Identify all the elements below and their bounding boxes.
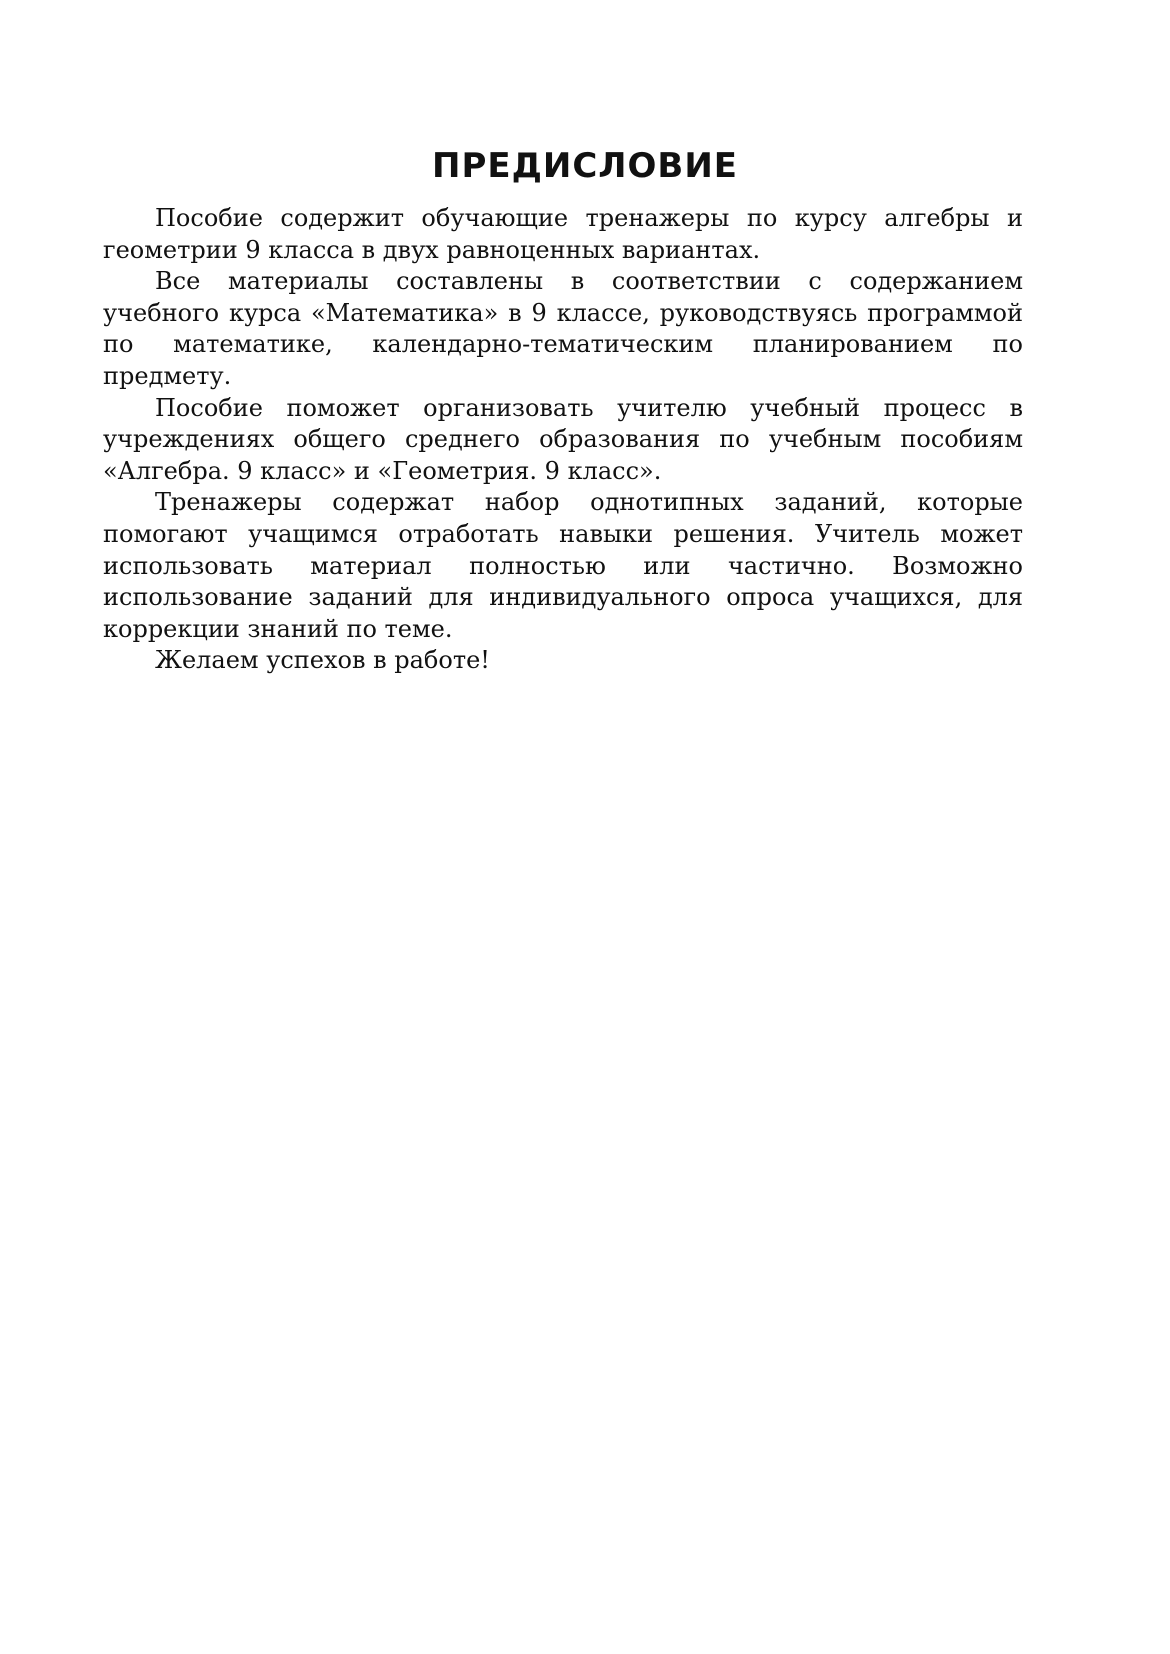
closing-line: Желаем успехов в работе! bbox=[155, 646, 490, 675]
paragraph: Все материалы составлены в соответствии с содержанием учебного курса «Математика» в 9 классе, руководствуясь программой по математике, календарно-тематическим планированием по предмету. bbox=[103, 267, 1023, 390]
paragraph: Пособие содержит обучающие тренажеры по курсу алгебры и геометрии 9 класса в двух равноценных вариантах. bbox=[103, 204, 1023, 264]
paragraph: Тренажеры содержат набор однотипных заданий, которые помогают учащимся отработать навыки решения. Учитель может использовать материал полностью или частично. Возможно использование заданий для индивидуального опроса учащихся, для коррекции знаний по теме. bbox=[103, 488, 1023, 643]
paragraph: Пособие поможет организовать учителю учебный процесс в учреждениях общего среднего образования по учебным пособиям «Алгебра. 9 класс» и «Геометрия. 9 класс». bbox=[103, 393, 1023, 485]
preface-body bbox=[103, 203, 1023, 677]
page-title: ПРЕДИСЛОВИЕ bbox=[431, 146, 739, 186]
